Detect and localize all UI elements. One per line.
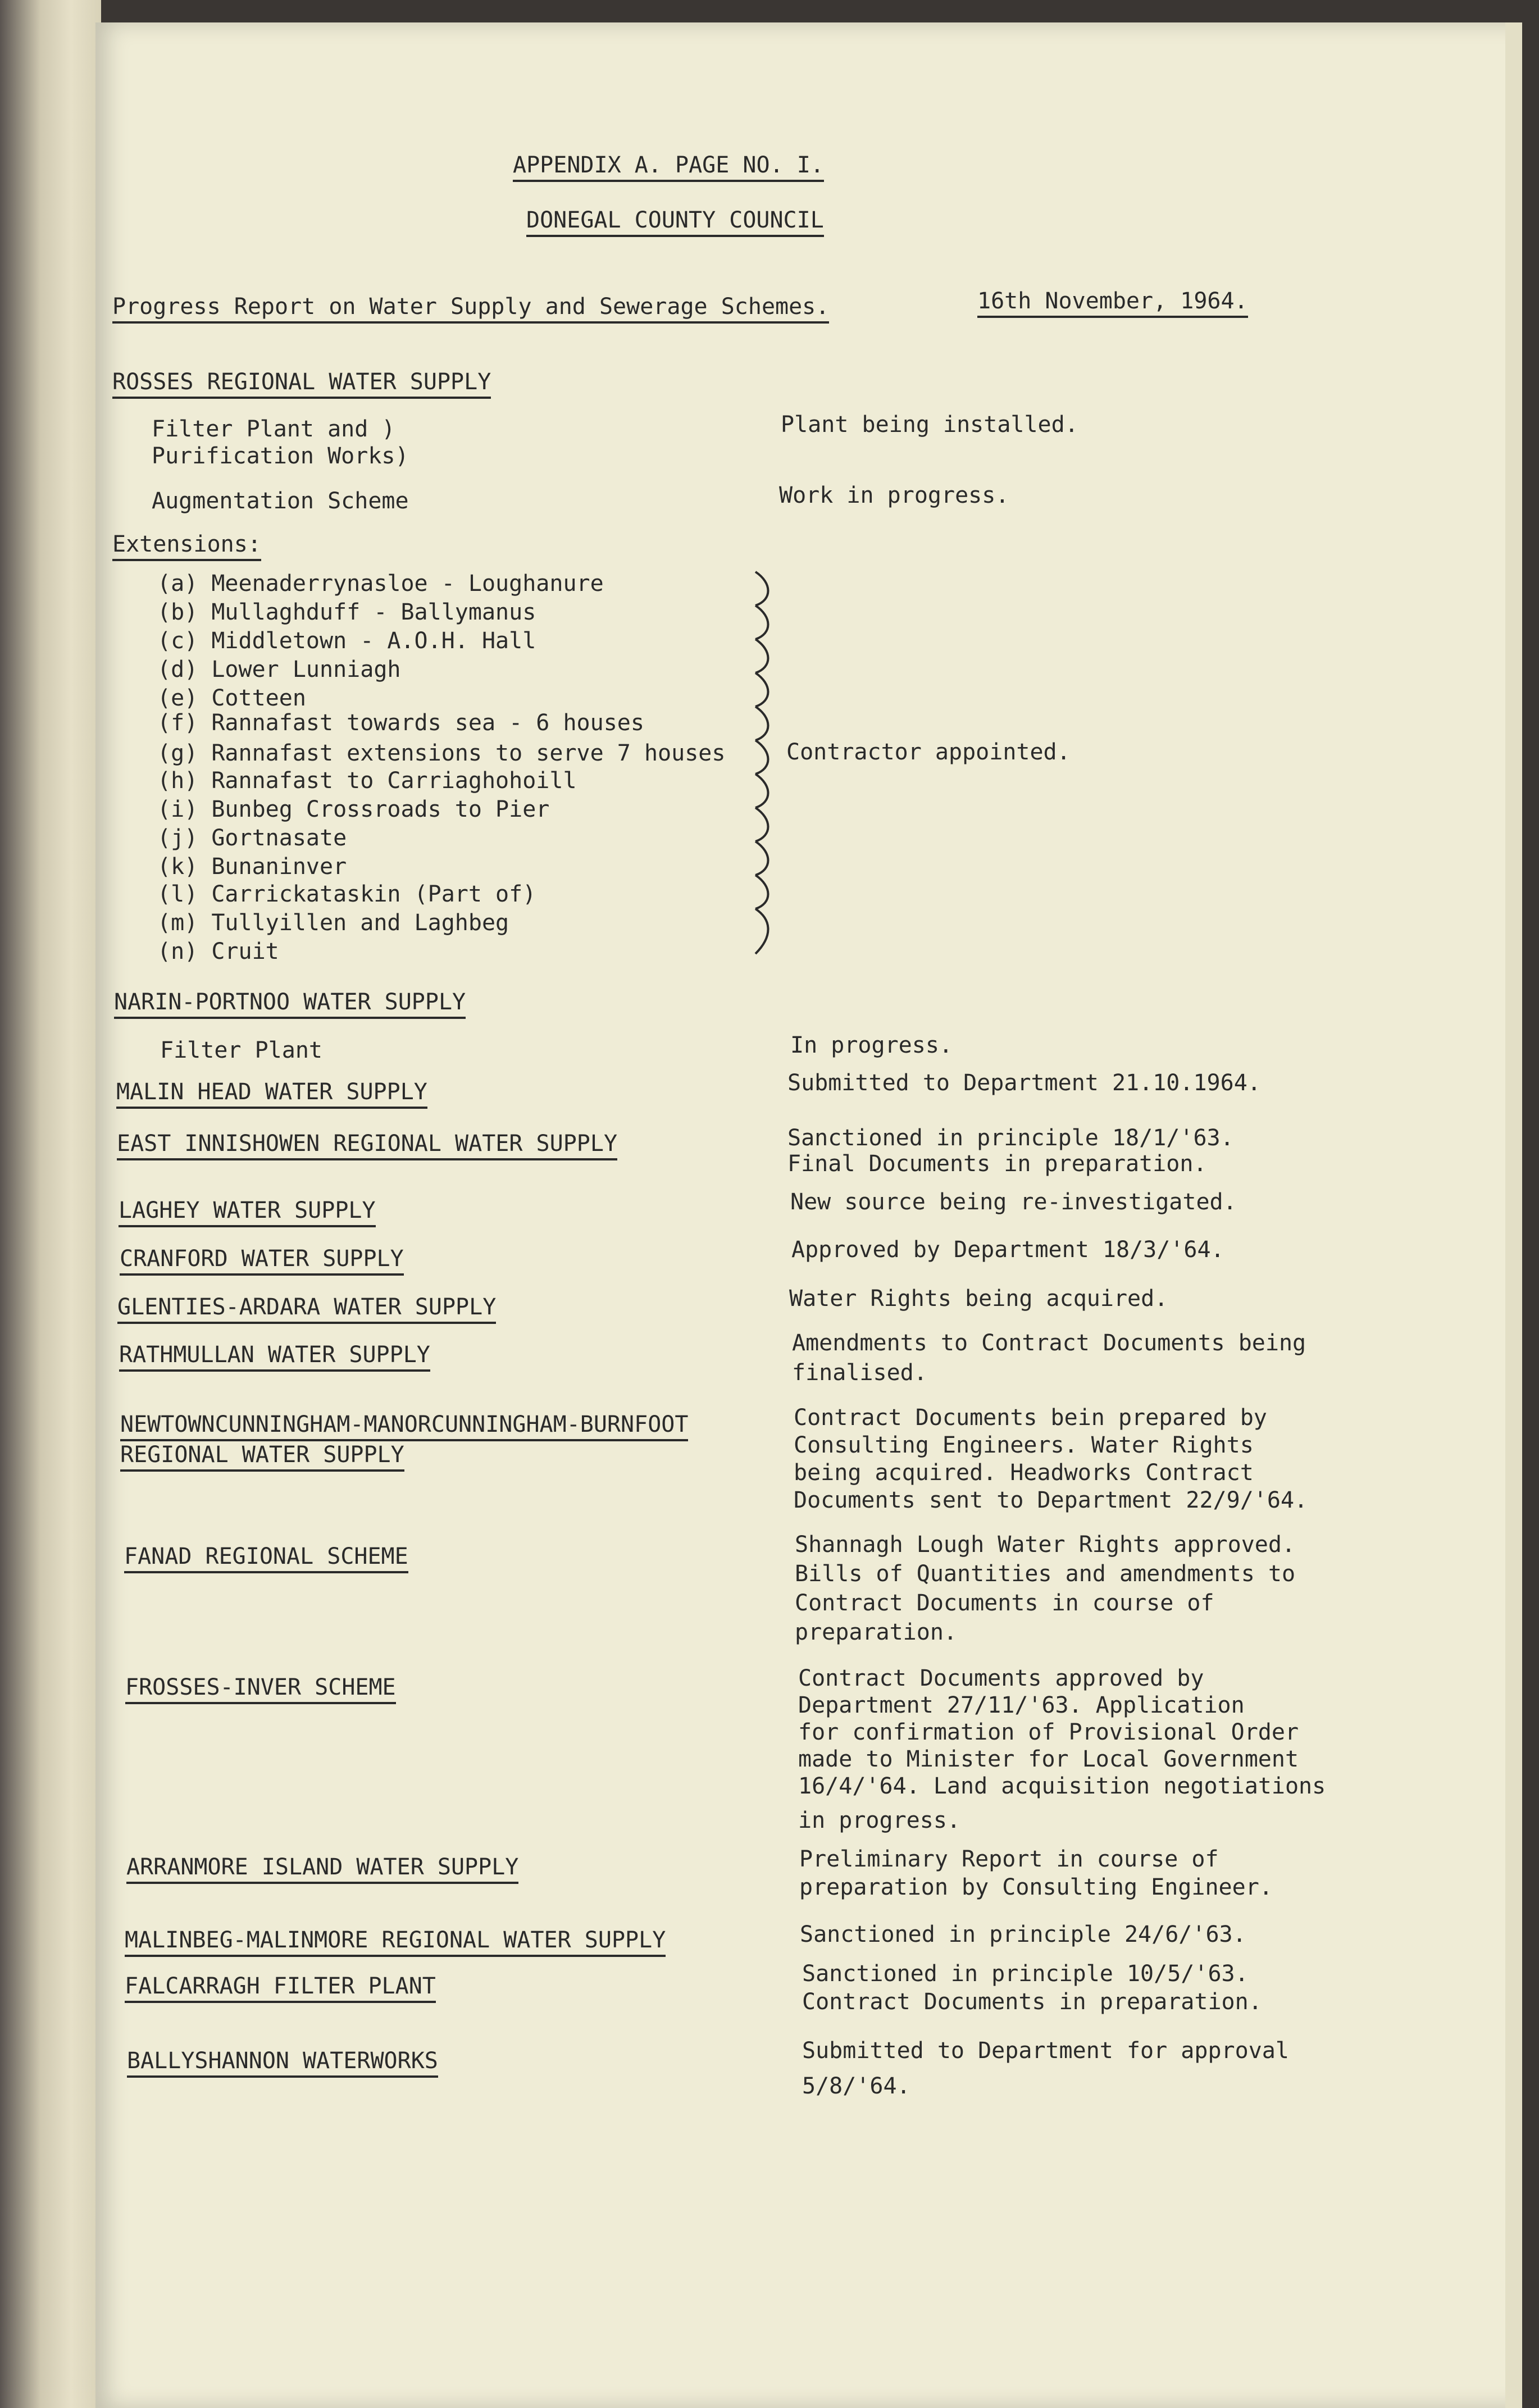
- scheme-name-line1: NEWTOWNCUNNINGHAM-MANORCUNNINGHAM-BURNFOOT: [120, 1411, 688, 1441]
- scheme-status: made to Minister for Local Government: [798, 1746, 1299, 1772]
- scheme-status: Water Rights being acquired.: [789, 1286, 1168, 1312]
- scheme-status: Contract Documents in preparation.: [802, 1989, 1262, 2015]
- rosses-filter-status: Plant being installed.: [781, 412, 1078, 438]
- extension-item: (n) Cruit: [157, 939, 279, 964]
- extensions-status: Contractor appointed.: [786, 739, 1071, 765]
- book-binding: [0, 0, 101, 2408]
- scheme-status: Contract Documents bein prepared by: [794, 1405, 1267, 1431]
- scheme-name-line2: REGIONAL WATER SUPPLY: [120, 1441, 404, 1472]
- report-title: Progress Report on Water Supply and Sewerage Schemes.: [112, 293, 829, 324]
- extension-item: (g) Rannafast extensions to serve 7 houses: [157, 740, 726, 766]
- scheme-status: Consulting Engineers. Water Rights: [794, 1432, 1254, 1458]
- council-heading: DONEGAL COUNTY COUNCIL: [526, 207, 824, 237]
- scheme-status: In progress.: [790, 1032, 953, 1058]
- scheme-name: EAST INNISHOWEN REGIONAL WATER SUPPLY: [117, 1130, 617, 1160]
- rosses-augmentation-status: Work in progress.: [779, 482, 1009, 508]
- scheme-name: LAGHEY WATER SUPPLY: [119, 1197, 376, 1227]
- scheme-name: CRANFORD WATER SUPPLY: [120, 1245, 404, 1276]
- scheme-name: GLENTIES-ARDARA WATER SUPPLY: [117, 1294, 496, 1324]
- extension-item: (m) Tullyillen and Laghbeg: [157, 910, 509, 936]
- scheme-status: Contract Documents in course of: [795, 1590, 1214, 1616]
- scheme-status: Sanctioned in principle 18/1/'63.: [787, 1125, 1234, 1151]
- scheme-name: FROSSES-INVER SCHEME: [125, 1674, 396, 1704]
- appendix-heading: APPENDIX A. PAGE NO. I.: [513, 152, 824, 182]
- scheme-status: preparation.: [795, 1619, 957, 1645]
- extension-item: (d) Lower Lunniagh: [157, 657, 401, 682]
- scheme-name: FANAD REGIONAL SCHEME: [124, 1543, 408, 1573]
- extensions-heading: Extensions:: [112, 531, 261, 561]
- extension-item: (h) Rannafast to Carriaghohoill: [157, 768, 577, 794]
- scheme-name: FALCARRAGH FILTER PLANT: [125, 1973, 436, 2003]
- scheme-name: BALLYSHANNON WATERWORKS: [127, 2047, 438, 2078]
- scheme-status: Amendments to Contract Documents being: [792, 1330, 1306, 1356]
- scheme-status: in progress.: [798, 1808, 960, 1833]
- scheme-status: Submitted to Department 21.10.1964.: [787, 1070, 1261, 1096]
- scheme-status: Approved by Department 18/3/'64.: [791, 1237, 1224, 1263]
- scheme-status: Preliminary Report in course of: [799, 1846, 1219, 1872]
- extension-item: (k) Bunaninver: [157, 854, 347, 880]
- scheme-status: Department 27/11/'63. Application: [798, 1692, 1245, 1718]
- extension-item: (c) Middletown - A.O.H. Hall: [157, 628, 536, 654]
- scheme-status: Bills of Quantities and amendments to: [795, 1561, 1296, 1587]
- scheme-status: Shannagh Lough Water Rights approved.: [795, 1532, 1296, 1558]
- scheme-status: Submitted to Department for approval: [802, 2038, 1289, 2064]
- extension-item: (i) Bunbeg Crossroads to Pier: [157, 796, 550, 822]
- scheme-status: finalised.: [792, 1360, 927, 1386]
- scheme-status: Documents sent to Department 22/9/'64.: [794, 1487, 1308, 1513]
- extension-item: (j) Gortnasate: [157, 825, 347, 851]
- scheme-name: MALIN HEAD WATER SUPPLY: [116, 1078, 427, 1109]
- scheme-status: for confirmation of Provisional Order: [798, 1719, 1299, 1745]
- scheme-status: New source being re-investigated.: [790, 1189, 1237, 1215]
- scheme-status: preparation by Consulting Engineer.: [799, 1874, 1273, 1900]
- scheme-status: being acquired. Headworks Contract: [794, 1460, 1254, 1486]
- scheme-status: Contract Documents approved by: [798, 1665, 1204, 1691]
- extension-item: (a) Meenaderrynasloe - Loughanure: [157, 571, 604, 597]
- extension-item: (f) Rannafast towards sea - 6 houses: [157, 710, 644, 736]
- rosses-filter-line2: Purification Works): [152, 443, 409, 469]
- page-edge: [1505, 22, 1522, 2408]
- scheme-name: MALINBEG-MALINMORE REGIONAL WATER SUPPLY: [125, 1927, 666, 1957]
- scheme-sub: Filter Plant: [160, 1037, 322, 1063]
- scheme-status: 5/8/'64.: [802, 2073, 910, 2099]
- scheme-name: NARIN-PORTNOO WATER SUPPLY: [114, 989, 466, 1019]
- scheme-name: RATHMULLAN WATER SUPPLY: [119, 1341, 430, 1372]
- extension-item: (b) Mullaghduff - Ballymanus: [157, 599, 536, 625]
- scheme-status: 16/4/'64. Land acquisition negotiations: [798, 1773, 1326, 1799]
- scheme-status: Sanctioned in principle 10/5/'63.: [802, 1961, 1249, 1987]
- scheme-name: ARRANMORE ISLAND WATER SUPPLY: [126, 1854, 518, 1884]
- rosses-filter-line1: Filter Plant and ): [152, 416, 395, 442]
- rosses-heading: ROSSES REGIONAL WATER SUPPLY: [112, 368, 491, 399]
- scheme-status: Final Documents in preparation.: [787, 1151, 1207, 1177]
- extensions-bracket: [750, 566, 784, 959]
- report-date: 16th November, 1964.: [977, 288, 1248, 318]
- extension-item: (l) Carrickataskin (Part of): [157, 881, 536, 907]
- rosses-augmentation: Augmentation Scheme: [152, 488, 409, 514]
- scheme-status: Sanctioned in principle 24/6/'63.: [800, 1922, 1246, 1947]
- extension-item: (e) Cotteen: [157, 685, 306, 711]
